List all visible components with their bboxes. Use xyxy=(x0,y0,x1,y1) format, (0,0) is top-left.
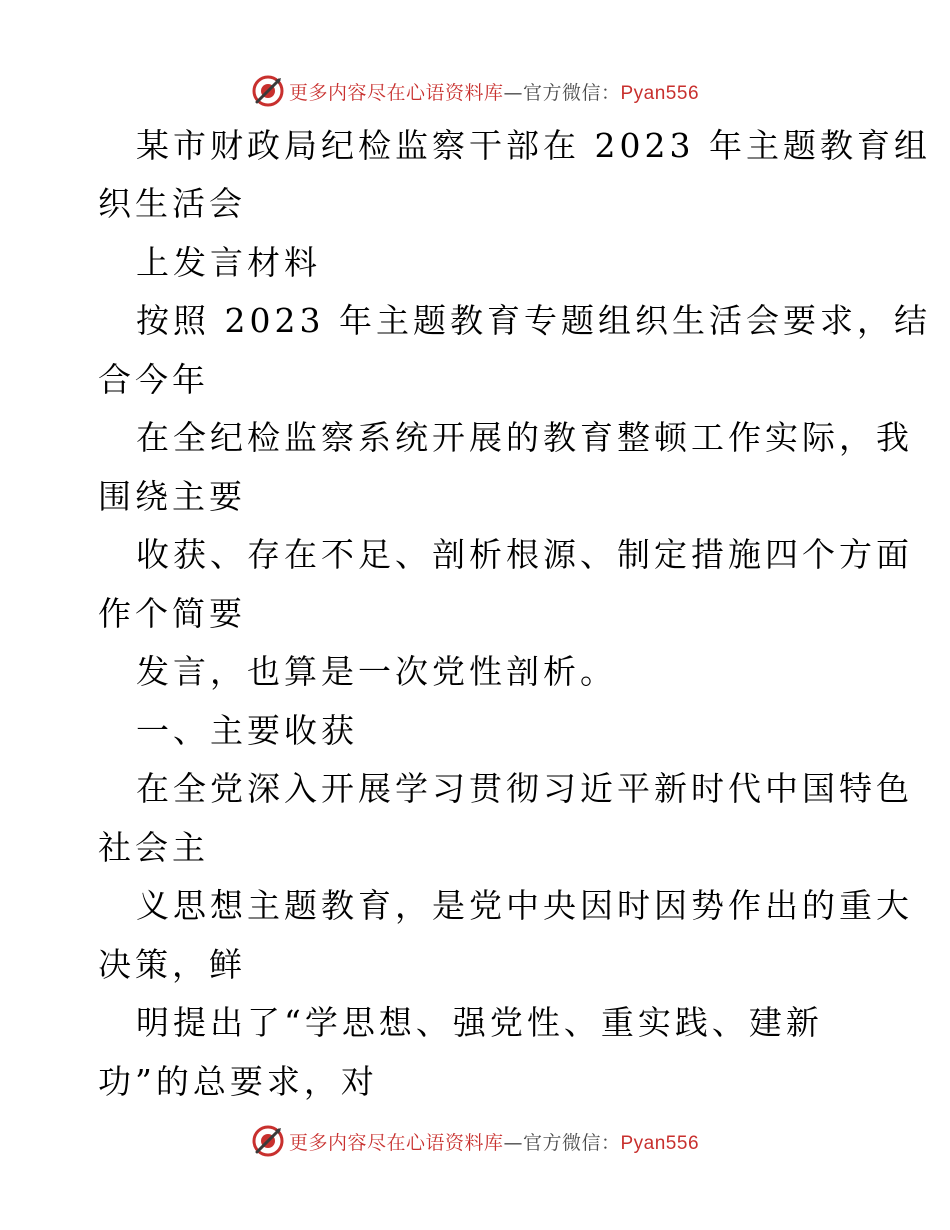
banner-label: 官方微信： xyxy=(522,81,621,104)
text-line: 明提出了“学思想、强党性、重实践、建新 xyxy=(136,1003,823,1042)
text-line: 上发言材料 xyxy=(136,243,321,282)
section-heading: 一、主要收获 xyxy=(136,711,358,750)
text-line: 合今年 xyxy=(98,360,209,399)
banner-brand-text: 更多内容尽在心语资料库 xyxy=(288,1131,504,1154)
text-line: 某市财政局纪检监察干部在 2023 年主题教育组 xyxy=(136,126,931,165)
banner-label: 官方微信： xyxy=(522,1131,621,1154)
text-line: 织生活会 xyxy=(98,184,246,223)
text-line: 在全纪检监察系统开展的教育整顿工作实际，我 xyxy=(136,418,913,457)
text-line: 收获、存在不足、剖析根源、制定措施四个方面 xyxy=(136,535,913,574)
text-line: 在全党深入开展学习贯彻习近平新时代中国特色 xyxy=(136,769,913,808)
text-line: 发言，也算是一次党性剖析。 xyxy=(136,652,617,691)
text-line: 按照 2023 年主题教育专题组织生活会要求，结 xyxy=(136,301,931,340)
text-line: 社会主 xyxy=(98,828,209,867)
text-line: 义思想主题教育，是党中央因时因势作出的重大 xyxy=(136,886,913,925)
banner-account: Pyan556 xyxy=(620,82,700,104)
text-line: 作个简要 xyxy=(98,594,246,633)
text-line: 功”的总要求，对 xyxy=(98,1062,378,1101)
banner-brand-text: 更多内容尽在心语资料库 xyxy=(288,81,504,104)
footer-banner xyxy=(0,1121,950,1161)
text-line: 决策，鲜 xyxy=(98,945,246,984)
brand-logo-icon xyxy=(251,1124,285,1158)
banner-separator: — xyxy=(503,1131,523,1154)
banner-account: Pyan556 xyxy=(620,1132,700,1154)
banner-separator: — xyxy=(503,81,523,104)
text-line: 围绕主要 xyxy=(98,477,246,516)
